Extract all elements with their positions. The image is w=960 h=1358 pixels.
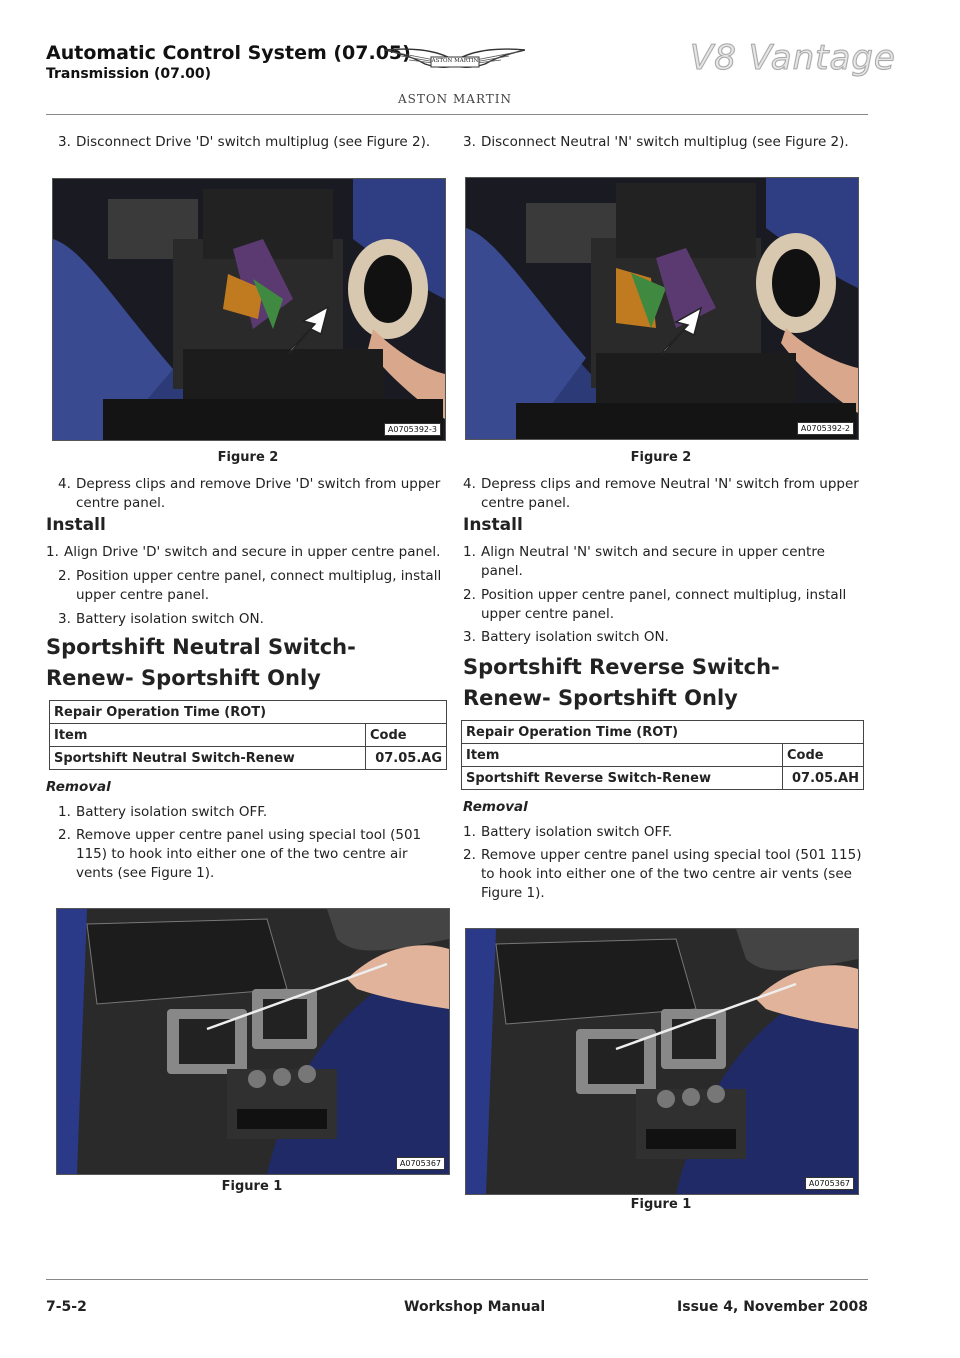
photo-id-label: A0705392-2 (797, 422, 854, 435)
rot-col-code: Code (366, 724, 447, 747)
page-number: 7-5-2 (46, 1299, 87, 1315)
footer-rule (46, 1279, 868, 1280)
right-install-2: 2. Position upper centre panel, connect multiplug, install upper centre panel. (463, 587, 847, 622)
left-install-1: 1. Align Drive 'D' switch and secure in upper centre panel. (46, 544, 441, 560)
left-removal-1: 1. Battery isolation switch OFF. (58, 804, 268, 820)
photo-switch-multiplug-drive (52, 178, 446, 441)
header-rule (46, 114, 868, 115)
right-removal-2: 2. Remove upper centre panel using special tool (501 115) to hook into either one of the two centre air vents (see Figure 1). (463, 847, 862, 901)
header-subtitle: Transmission (07.00) (46, 66, 212, 82)
section-heading-neutral: Sportshift Neutral Switch-Renew- Sportshift Only (46, 635, 356, 690)
rot-table-neutral (49, 700, 447, 770)
model-logo: V8 Vantage (690, 38, 896, 78)
rot-col-code: Code (783, 744, 864, 767)
left-install-2: 2. Position upper centre panel, connect multiplug, install upper centre panel. (58, 568, 442, 603)
issue-date: Issue 4, November 2008 (677, 1299, 868, 1315)
figure-1-caption: Figure 1 (221, 1179, 283, 1194)
right-removal-1: 1. Battery isolation switch OFF. (463, 824, 673, 840)
logo-text: ASTON MARTIN (397, 92, 513, 106)
right-install-1: 1. Align Neutral 'N' switch and secure in upper centre panel. (463, 544, 825, 579)
right-step-3: 3. Disconnect Neutral 'N' switch multiplug (see Figure 2). (463, 134, 849, 150)
manual-title: Workshop Manual (404, 1299, 546, 1315)
right-step-4: 4. Depress clips and remove Neutral 'N' switch from upper centre panel. (463, 476, 859, 511)
right-install-3: 3. Battery isolation switch ON. (463, 629, 669, 645)
rot-col-item: Item (462, 744, 783, 767)
aston-martin-wings-logo (385, 44, 525, 78)
logo-badge-text: ASTON MARTIN (431, 58, 479, 64)
rot-row-code: 07.05.AG (366, 747, 447, 770)
left-step-3: 3. Disconnect Drive 'D' switch multiplug (see Figure 2). (58, 134, 431, 150)
photo-id-label: A0705367 (396, 1157, 445, 1170)
removal-heading: Removal (463, 799, 528, 815)
figure-2-caption: Figure 2 (217, 450, 279, 465)
figure-2-caption: Figure 2 (630, 450, 692, 465)
left-removal-2: 2. Remove upper centre panel using special tool (501 115) to hook into either one of the two centre air vents (see Figure 1). (58, 827, 422, 881)
photo-centre-panel-tool (465, 928, 859, 1195)
photo-id-label: A0705367 (805, 1177, 854, 1190)
removal-heading: Removal (46, 779, 111, 795)
header-title: Automatic Control System (07.05) (46, 42, 411, 64)
figure-1-caption: Figure 1 (630, 1197, 692, 1212)
left-install-3: 3. Battery isolation switch ON. (58, 611, 264, 627)
rot-title: Repair Operation Time (ROT) (50, 701, 447, 724)
photo-id-label: A0705392-3 (384, 423, 441, 436)
rot-table-reverse (461, 720, 864, 790)
install-heading: Install (463, 515, 523, 535)
install-heading: Install (46, 515, 106, 535)
rot-row-item: Sportshift Reverse Switch-Renew (462, 767, 783, 790)
rot-row-code: 07.05.AH (783, 767, 864, 790)
rot-col-item: Item (50, 724, 366, 747)
photo-switch-multiplug-neutral (465, 177, 859, 440)
rot-title: Repair Operation Time (ROT) (462, 721, 864, 744)
section-heading-reverse: Sportshift Reverse Switch-Renew- Sportshift Only (463, 655, 780, 710)
rot-row-item: Sportshift Neutral Switch-Renew (50, 747, 366, 770)
photo-centre-panel-tool (56, 908, 450, 1175)
left-step-4: 4. Depress clips and remove Drive 'D' switch from upper centre panel. (58, 476, 441, 511)
